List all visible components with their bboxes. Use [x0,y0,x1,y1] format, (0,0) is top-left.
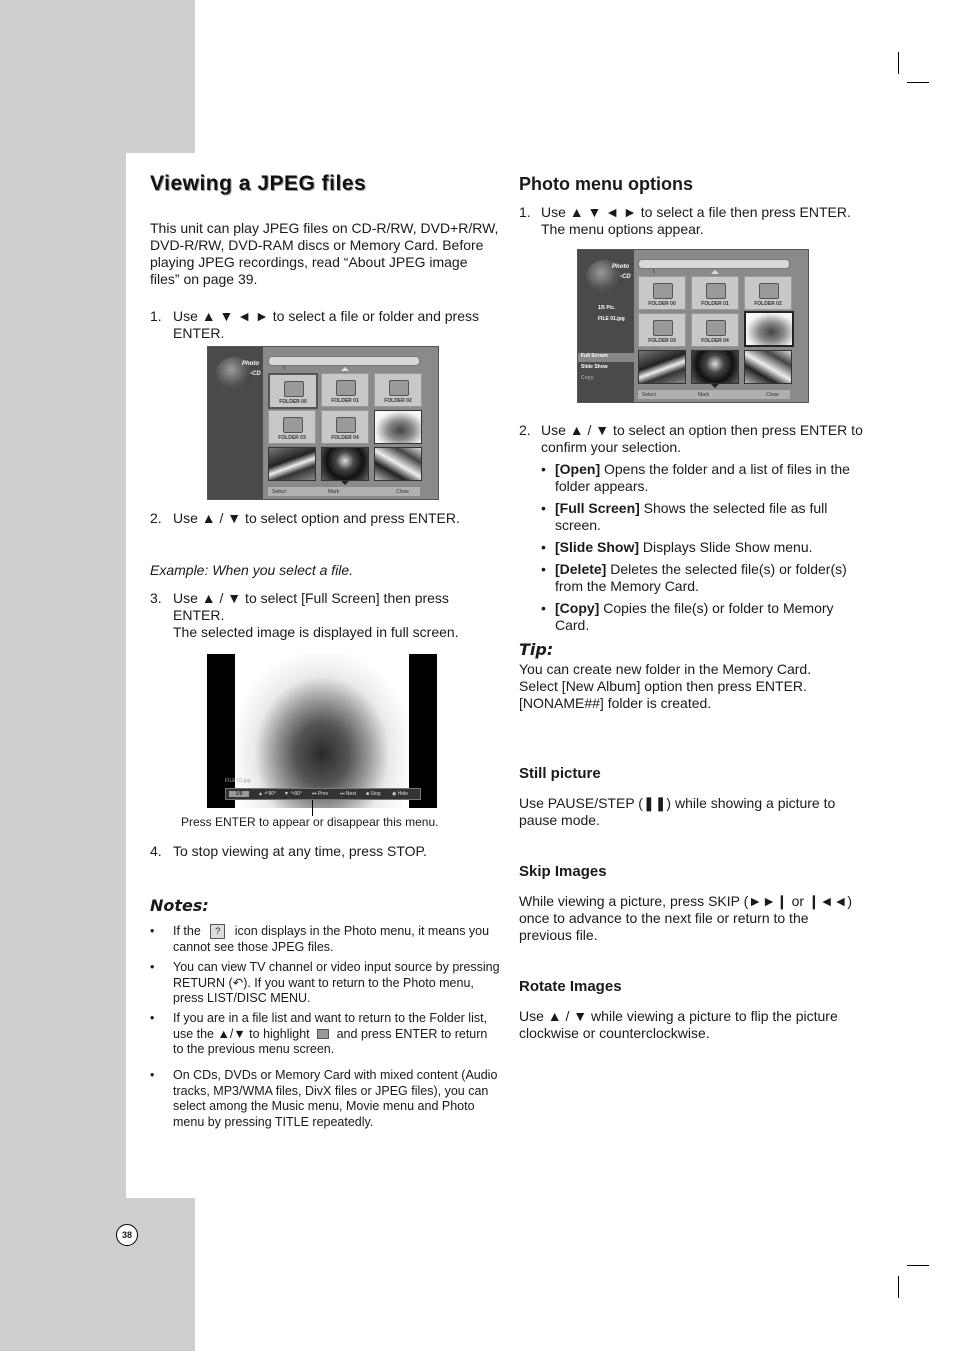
photo-label: Photo [612,264,629,270]
folder-thumb[interactable]: FOLDER 01 [691,276,739,310]
photo-menu-heading: Photo menu options [519,174,693,194]
step-3 [150,590,500,641]
cat-photo [235,654,409,808]
crop-mark [898,52,899,74]
rotate-images-heading: Rotate Images [519,978,622,995]
right-step-1 [519,204,864,238]
scroll-up-icon [341,367,349,371]
photo-label: Photo [242,361,259,367]
option-item: • [Slide Show] Displays Slide Show menu. [541,539,813,555]
fullscreen-view [207,654,437,808]
example-label: Example: When you select a file. [150,562,354,578]
hide-control: ◉ Hide [392,791,409,797]
step-text: Use ▲ ▼ ◄ ► to select a file or folder and press ENTER. [173,308,479,341]
source-label: -CD [620,274,631,280]
counter: 1/9 [229,791,249,797]
screen-footer [268,487,420,496]
step-4 [150,843,500,860]
folder-up-icon [317,1029,329,1039]
option-desc: Deletes the selected file(s) or folder(s) from the Memory Card. [555,561,847,594]
step-number: 1. [150,308,162,324]
menu-full-screen[interactable]: Full Screen [578,353,634,362]
note-item [150,924,500,955]
step-text: Use ▲ / ▼ to select [Full Screen] then press ENTER. [173,590,449,623]
step-number: 3. [150,590,162,606]
bullet: • [150,1011,155,1025]
bullet: • [150,1068,155,1082]
note-text: If you are in a file list and want to return to the Folder list, use the ▲/▼ to highlight [173,1011,488,1041]
step-text: Use ▲ / ▼ to select an option then press ENTER to confirm your selection. [541,422,863,455]
note-text: and press ENTER to return to the previous menu screen. [173,1026,488,1056]
path-bar [268,356,420,372]
step-1 [150,308,500,342]
left-gray-band-bottom [0,1198,195,1351]
folder-thumb[interactable]: FOLDER 02 [374,373,422,407]
option-name: [Delete] [555,561,607,577]
step-number: 4. [150,843,162,859]
file-name: FILE 01.jpg [598,316,625,322]
pic-count: 1/5 Pic. [598,305,616,311]
option-name: [Copy] [555,600,600,616]
screen-footer [638,390,790,399]
step-text: The menu options appear. [541,221,704,237]
image-caption: Press ENTER to appear or disappear this menu. [181,815,439,829]
scroll-down-icon [711,384,719,388]
path-text: \ [653,269,655,275]
option-desc: Shows the selected file as full screen. [555,500,828,533]
footer-mark: Mark [698,392,710,398]
note-item [150,960,500,1007]
control-bar [225,788,421,800]
intro-paragraph: This unit can play JPEG files on CD-R/RW, DVD+R/RW, DVD-R/RW, DVD-RAM discs or Memory Card. Before playing JPEG recordings, read “About JPEG image files” on page 39. [150,220,499,287]
note-text: You can view TV channel or video input source by pressing RETURN (↶). If you want to return to the Photo menu, press LIST/DISC MENU. [173,960,500,1005]
step-number: 1. [519,204,531,220]
bullet: • [150,960,155,974]
folder-thumb[interactable]: FOLDER 03 [268,410,316,444]
tip-heading: Tip: [519,640,554,659]
footer-select: Select [272,489,286,495]
footer-close: Close [766,392,779,398]
note-text: icon displays in the Photo menu, it means you cannot see those JPEG files. [173,924,490,954]
folder-thumb[interactable]: FOLDER 02 [744,276,792,310]
menu-copy[interactable]: Copy [581,375,594,381]
file-label: FILE 01.jpg [225,778,251,784]
cat-photo-thumb-selected[interactable] [744,311,794,347]
still-picture-heading: Still picture [519,765,601,782]
menu-slide-show[interactable]: Slide Show [581,364,608,370]
crop-mark [907,1265,929,1266]
option-item: • [Delete] Deletes the selected file(s) or folder(s) from the Memory Card. [541,561,847,594]
step-text: To stop viewing at any time, press STOP. [173,843,427,859]
folder-thumb[interactable]: FOLDER 01 [321,373,369,407]
step-text: The selected image is displayed in full screen. [173,624,459,640]
page-number-badge [116,1224,138,1246]
unsupported-file-icon: ? [210,924,225,939]
photo-menu-screen [207,346,439,500]
footer-close: Close [396,489,409,495]
scroll-down-icon [341,481,349,485]
rotate-right-control: ▼ ↷90° [284,791,303,797]
notes-heading: Notes: [150,896,209,915]
bullet: • [150,924,155,938]
step-number: 2. [519,422,531,438]
option-name: [Full Screen] [555,500,640,516]
stop-control: ■ Stop [366,791,381,797]
crop-mark [907,82,929,83]
right-step-2 [519,422,864,456]
step-2 [150,510,500,527]
scroll-up-icon [711,270,719,274]
photo-thumb[interactable] [268,447,316,481]
rotate-images-text: Use ▲ / ▼ while viewing a picture to flip the picture clockwise or counterclockwise. [519,1008,838,1041]
footer-select: Select [642,392,656,398]
path-text: \ [283,366,285,372]
left-gray-band-top [0,0,195,153]
page-title: Viewing a JPEG files [150,172,367,195]
footer-mark: Mark [328,489,340,495]
option-item: • [Copy] Copies the file(s) or folder to Memory Card. [541,600,834,633]
skip-images-text: While viewing a picture, press SKIP (►►❙ or ❙◄◄) once to advance to the next file or return to the previous file. [519,893,853,943]
option-desc: Displays Slide Show menu. [639,539,813,555]
photo-thumb[interactable] [321,447,369,481]
folder-thumb[interactable]: FOLDER 04 [321,410,369,444]
photo-thumb[interactable] [638,350,686,384]
option-item: • [Open] Opens the folder and a list of files in the folder appears. [541,461,850,494]
prev-control: ⏮ Prev [312,791,329,797]
skip-images-heading: Skip Images [519,863,607,880]
step-text: Use ▲ / ▼ to select option and press ENTER. [173,510,460,526]
note-text: On CDs, DVDs or Memory Card with mixed content (Audio tracks, MP3/WMA files, DivX files or JPEG files), you can select among the Music menu, Movie menu and Photo menu by pressing TITLE repeatedly. [173,1068,498,1129]
note-item [150,1068,500,1130]
rotate-left-control: ▲ ↶90° [258,791,277,797]
step-number: 2. [150,510,162,526]
photo-menu-options-screen [577,249,809,403]
note-text: If the [173,924,201,938]
caption-pointer [312,800,313,816]
screen-sidebar [208,347,263,499]
option-desc: Copies the file(s) or folder to Memory Card. [555,600,834,633]
photo-thumb[interactable] [744,350,792,384]
step-text: Use ▲ ▼ ◄ ► to select a file then press ENTER. [541,204,851,220]
next-control: ⏭ Next [340,791,357,797]
photo-thumb[interactable] [374,447,422,481]
left-gray-band [0,153,126,1198]
option-name: [Open] [555,461,601,477]
note-item [150,1011,500,1058]
photo-thumb[interactable] [691,350,739,384]
cat-photo-thumb[interactable] [374,410,422,444]
path-bar [638,259,790,275]
folder-thumb[interactable]: FOLDER 03 [638,313,686,347]
option-desc: Opens the folder and a list of files in the folder appears. [555,461,850,494]
option-name: [Slide Show] [555,539,639,555]
page-number: 38 [121,1230,132,1240]
tip-text: You can create new folder in the Memory Card. Select [New Album] option then press ENTER. [NONAME##] folder is created. [519,661,812,711]
folder-thumb[interactable]: FOLDER 00 [268,373,318,409]
folder-thumb[interactable]: FOLDER 04 [691,313,739,347]
crop-mark [898,1276,899,1298]
source-label: -CD [250,371,261,377]
screen-sidebar [578,250,634,402]
option-item: • [Full Screen] Shows the selected file as full screen. [541,500,828,533]
folder-thumb[interactable]: FOLDER 00 [638,276,686,310]
still-picture-text: Use PAUSE/STEP (❚❚) while showing a picture to pause mode. [519,795,836,828]
